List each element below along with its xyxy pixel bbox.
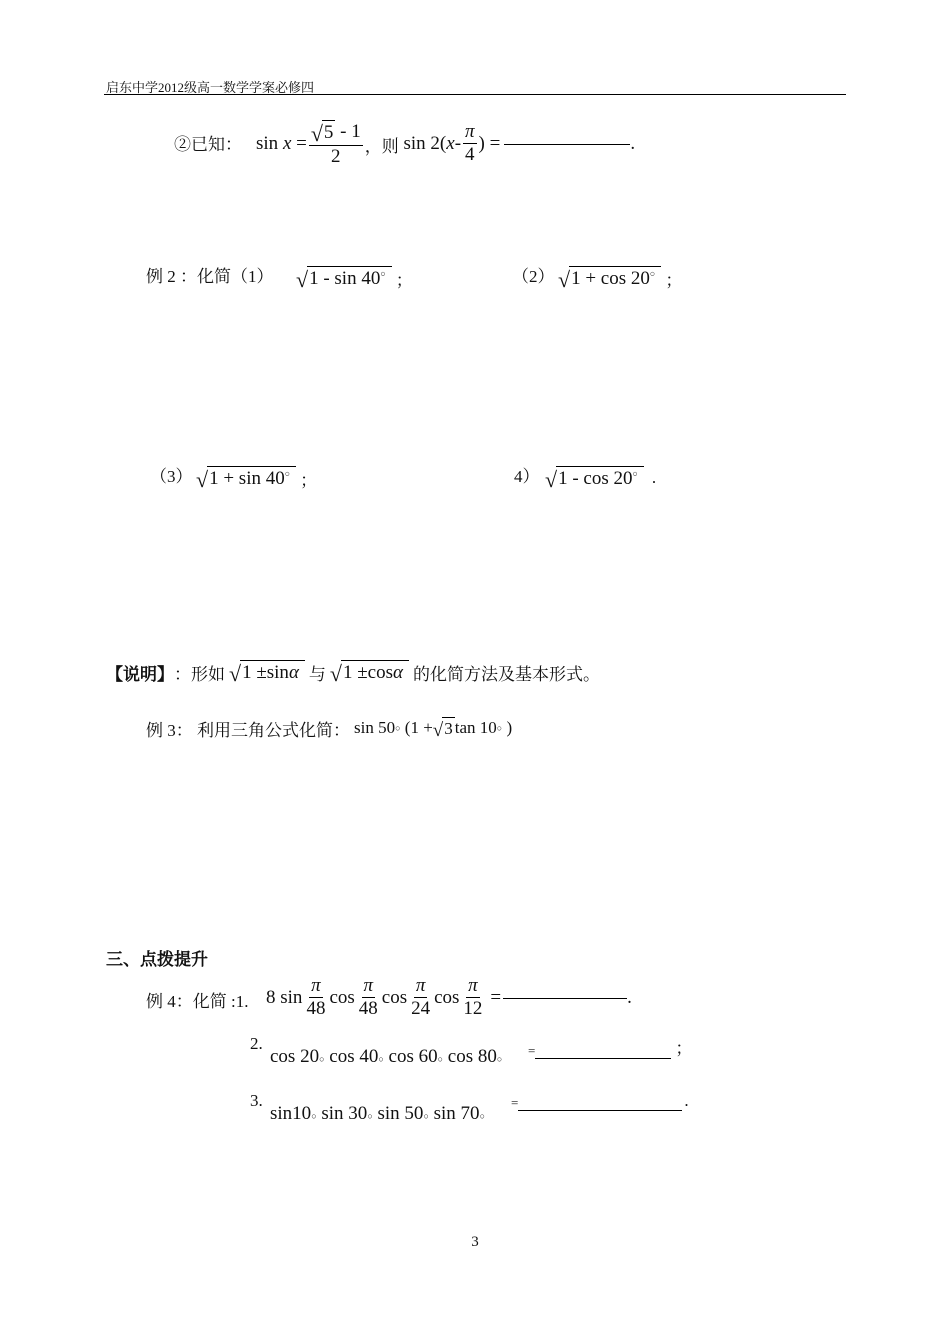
- ex2-label-3: （3）: [150, 467, 193, 486]
- section-title: 三、点拨提升: [106, 950, 208, 969]
- fraction-sqrt5: [309, 120, 363, 169]
- note-sqrt-sin: √ 1 ±sinα: [229, 660, 305, 685]
- item2-marker: ②: [174, 135, 191, 154]
- item2-end: .: [630, 133, 636, 155]
- ex2-expr-2: √ 1 + cos 20○ ；: [558, 266, 683, 292]
- item2-equation: [256, 120, 635, 169]
- rhs-x: x: [446, 133, 455, 155]
- ex3-expr: sin 50 ○ (1 + √ 3 tan 10 ○ ): [354, 718, 513, 741]
- ex4-num-3: 3.: [250, 1091, 263, 1110]
- item2-lead: [174, 130, 242, 155]
- four: 4: [465, 143, 475, 165]
- note-sqrt-cos: √ 1 ±cosα: [330, 660, 409, 685]
- ex2-label: 例 2 ：化简（1）: [146, 267, 274, 286]
- rhs-lead: sin 2(: [403, 133, 447, 155]
- ex4-expr-2: cos 20 ○ cos 40 ○ cos 60 ○ cos 80 ○: [270, 1046, 503, 1067]
- note-line: [106, 660, 600, 685]
- numerator: √ 5 - 1: [310, 120, 361, 146]
- note-head: 【说明】: [106, 665, 174, 684]
- ex2-expr-4: √ 1 - cos 20○ .: [545, 466, 657, 492]
- answer-blank-3[interactable]: [518, 1094, 682, 1111]
- equals: =: [296, 133, 307, 155]
- ex3-label: 例 3： 利用三角公式化简：: [146, 721, 350, 740]
- page-number: 3: [471, 1234, 479, 1250]
- sqrt-5: √ 5: [310, 120, 334, 146]
- ex2-expr-1: √ 1 - sin 40○ ；: [296, 266, 413, 292]
- pi: π: [465, 120, 475, 142]
- item2-sep: ，则: [364, 136, 399, 156]
- note-tail: 的化简方法及基本形式。: [413, 665, 600, 684]
- denominator: 2: [331, 145, 341, 167]
- fraction-pi-4: [463, 122, 477, 167]
- ex3-line: [146, 716, 512, 741]
- ex4-expr-3: sin10 ○ sin 30 ○ sin 50 ○ sin 70 ○: [270, 1103, 485, 1124]
- note-mid: 与: [308, 665, 326, 684]
- rhs-minus: -: [454, 133, 462, 155]
- ex2-label-4: 4）: [514, 467, 540, 486]
- ex4-expr-1: 8 sin $\frac{\pi}{48}$ cos $\frac{\pi}{48}$ cos $\frac{\pi}{24}$ cos $\frac{\pi}{12}$ = .: [266, 975, 632, 1019]
- note-colon: ：形如: [174, 665, 225, 684]
- sin-fn: sin: [256, 133, 279, 155]
- page-header: 启东中学2012级高一数学学案必修四: [106, 80, 315, 95]
- answer-blank[interactable]: [504, 144, 630, 145]
- ex2-expr-3: √ 1 + sin 40○ ；: [196, 466, 318, 492]
- ex4-tail-3: = .: [511, 1091, 689, 1110]
- ex2-label-2: （2）: [512, 267, 555, 286]
- item2-lead-text: 已知：: [191, 135, 242, 154]
- ex4-label: 例 4：化简 :1.: [146, 992, 249, 1011]
- header-rule: [104, 94, 846, 95]
- answer-blank-1[interactable]: [503, 998, 627, 999]
- ex4-num-2: 2.: [250, 1034, 263, 1053]
- rhs-close: ) =: [478, 133, 501, 155]
- ex4-tail-2: = ；: [528, 1039, 693, 1058]
- var-x: x: [282, 133, 292, 155]
- answer-blank-2[interactable]: [535, 1042, 671, 1059]
